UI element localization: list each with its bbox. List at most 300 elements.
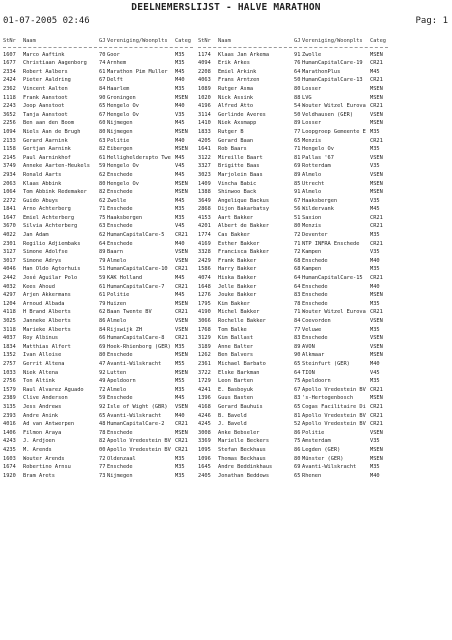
startnumber-cell: 3023 bbox=[198, 171, 211, 178]
table-row bbox=[198, 274, 388, 283]
table-row bbox=[198, 308, 388, 317]
startnumber-cell: 4153 bbox=[198, 214, 211, 221]
category-cell: M40 bbox=[370, 283, 380, 290]
birthyear-cell: 78 bbox=[294, 300, 301, 307]
table-row bbox=[198, 394, 388, 403]
name-cell: Rutger B bbox=[218, 128, 244, 135]
startnumber-cell: 1094 bbox=[3, 128, 16, 135]
name-cell: Filmon Araya bbox=[23, 429, 62, 436]
category-cell: VSEN bbox=[175, 326, 188, 333]
birthyear-cell: 77 bbox=[294, 128, 301, 135]
table-row bbox=[3, 111, 193, 120]
birthyear-cell: 90 bbox=[294, 352, 301, 359]
birthyear-cell: 60 bbox=[99, 120, 106, 127]
name-cell: Regilio Adjiembaks bbox=[23, 240, 81, 247]
category-cell: M45 bbox=[370, 68, 380, 75]
birthyear-cell: 83 bbox=[294, 395, 301, 402]
birthyear-cell: 65 bbox=[294, 137, 301, 144]
birthyear-cell: 62 bbox=[99, 232, 106, 239]
name-cell: Paul Aarninkhof bbox=[23, 154, 71, 161]
table-row bbox=[3, 68, 193, 77]
startnumber-cell: 2757 bbox=[3, 360, 16, 367]
category-cell: M35 bbox=[175, 343, 185, 350]
startnumber-cell: 1410 bbox=[198, 120, 211, 127]
club-cell: Isle of Wight (GBR) bbox=[107, 403, 168, 410]
name-cell: Wouter Arends bbox=[23, 455, 65, 462]
name-cell: Clive Anderson bbox=[23, 395, 68, 402]
startnumber-cell: 4169 bbox=[198, 240, 211, 247]
birthyear-cell: 48 bbox=[99, 421, 106, 428]
name-cell: Marco Aaftink bbox=[23, 51, 65, 58]
club-cell: HumanCapitalCare-2 bbox=[107, 421, 165, 428]
name-cell: Silvia Achterberg bbox=[23, 223, 78, 230]
name-cell: Albert de Bakker bbox=[218, 223, 270, 230]
name-cell: José Aguilar Polo bbox=[23, 275, 78, 282]
name-cell: B. Baveld bbox=[218, 412, 247, 419]
club-cell: Eibergen bbox=[107, 146, 133, 153]
birthyear-cell: 86 bbox=[294, 429, 301, 436]
birthyear-cell: 70 bbox=[99, 51, 106, 58]
table-row bbox=[198, 197, 388, 206]
category-cell: M35 bbox=[370, 128, 380, 135]
birthyear-cell: 79 bbox=[99, 257, 106, 264]
startnumber-cell: 1174 bbox=[198, 51, 211, 58]
startnumber-cell: 2393 bbox=[3, 412, 16, 419]
birthyear-cell: 50 bbox=[294, 77, 301, 84]
birthyear-cell: 59 bbox=[99, 395, 106, 402]
name-cell: Anke Bebseler bbox=[218, 429, 260, 436]
name-cell: Frans Arntzen bbox=[218, 77, 260, 84]
category-cell: M40 bbox=[175, 137, 185, 144]
club-cell: HumanCapitalCare-19 bbox=[302, 60, 363, 67]
table-row bbox=[3, 197, 193, 206]
category-cell: CR21 bbox=[175, 446, 188, 453]
club-cell: Losser bbox=[302, 85, 322, 92]
category-cell: M45 bbox=[175, 395, 185, 402]
header-birthyear: GJ bbox=[294, 38, 301, 44]
table-row bbox=[3, 369, 193, 378]
club-cell: Hengelo Ov bbox=[107, 163, 139, 170]
birthyear-cell: 54 bbox=[294, 103, 301, 110]
category-cell: VSEN bbox=[175, 318, 188, 324]
category-cell: M35 bbox=[370, 326, 380, 333]
category-cell: CR21 bbox=[370, 223, 383, 230]
startnumber-cell: 2133 bbox=[3, 137, 16, 144]
name-cell: Rutger Asma bbox=[218, 85, 254, 92]
club-cell: Politie bbox=[302, 429, 325, 436]
table-row bbox=[198, 171, 388, 180]
table-row bbox=[3, 343, 193, 352]
birthyear-cell: 71 bbox=[294, 309, 301, 316]
name-cell: Gerard Baan bbox=[218, 137, 254, 144]
table-row bbox=[198, 51, 388, 60]
birthyear-cell: 67 bbox=[99, 111, 106, 118]
category-cell: VSEN bbox=[175, 257, 188, 264]
name-cell: Guido Abuys bbox=[23, 197, 59, 204]
startnumber-cell: 1033 bbox=[3, 369, 16, 376]
startnumber-cell: 4037 bbox=[3, 335, 16, 342]
startnumber-cell: 2063 bbox=[3, 180, 16, 187]
startnumber-cell: 4046 bbox=[3, 266, 16, 273]
name-cell: Janneke Alberts bbox=[23, 318, 71, 324]
birthyear-cell: 80 bbox=[99, 352, 106, 359]
birthyear-cell: 67 bbox=[99, 77, 106, 84]
category-cell: MSEN bbox=[370, 120, 383, 127]
startnumber-cell: 1276 bbox=[198, 292, 211, 299]
birthyear-cell: 75 bbox=[99, 214, 106, 221]
table-row bbox=[198, 154, 388, 163]
name-cell: Dijon Bakarbatsy bbox=[218, 206, 270, 213]
startnumber-cell: 3722 bbox=[198, 369, 211, 376]
club-cell: Enschede bbox=[107, 395, 133, 402]
category-cell: M35 bbox=[175, 455, 185, 462]
category-cell: V45 bbox=[370, 369, 380, 376]
club-cell: Arnhem bbox=[107, 60, 127, 67]
header-startnumber: StNr bbox=[3, 38, 16, 44]
birthyear-cell: 83 bbox=[294, 335, 301, 342]
name-cell: Han Oldo Agtorhuis bbox=[23, 266, 81, 273]
birthyear-cell: 92 bbox=[99, 403, 106, 410]
category-cell: MSEN bbox=[175, 94, 188, 101]
startnumber-cell: 4022 bbox=[3, 232, 16, 239]
category-cell: M40 bbox=[175, 77, 185, 84]
name-cell: Andre Anink bbox=[23, 412, 59, 419]
table-row bbox=[198, 403, 388, 412]
header-club: Vereniging/Woonplts bbox=[107, 38, 168, 44]
birthyear-cell: 63 bbox=[99, 223, 106, 230]
startnumber-cell: 1089 bbox=[198, 85, 211, 92]
name-cell: Gerard Bauhuis bbox=[218, 403, 263, 410]
category-cell: MSEN bbox=[370, 446, 383, 453]
startnumber-cell: 4246 bbox=[198, 412, 211, 419]
name-cell: Nick Assink bbox=[218, 94, 254, 101]
header-club: Vereniging/Woonplts bbox=[302, 38, 363, 44]
startnumber-cell: 2868 bbox=[198, 206, 211, 213]
birthyear-cell: 78 bbox=[99, 429, 106, 436]
category-cell: VSEN bbox=[370, 154, 383, 161]
birthyear-cell: 84 bbox=[99, 85, 106, 92]
startnumber-cell: 1603 bbox=[3, 455, 16, 462]
name-cell: Brigitte Baas bbox=[218, 163, 260, 170]
startnumber-cell: 4196 bbox=[198, 103, 211, 110]
table-row bbox=[198, 231, 388, 240]
category-cell: M35 bbox=[175, 60, 185, 67]
category-cell: CR21 bbox=[370, 275, 383, 282]
birthyear-cell: 64 bbox=[294, 68, 301, 75]
table-row bbox=[198, 85, 388, 94]
document-title: DEELNEMERSLIJST - HALVE MARATHON bbox=[131, 2, 321, 13]
startnumber-cell: 2145 bbox=[3, 154, 16, 161]
table-row bbox=[3, 171, 193, 180]
startnumber-cell: 2424 bbox=[3, 77, 16, 84]
club-cell: Lutten bbox=[107, 369, 127, 376]
name-cell: Stefan Beckhaus bbox=[218, 446, 266, 453]
birthyear-cell: 72 bbox=[99, 386, 106, 393]
category-cell: MSEN bbox=[370, 292, 383, 299]
club-cell: Nijmegen bbox=[107, 120, 133, 127]
table-row bbox=[3, 291, 193, 300]
club-cell: LVG bbox=[302, 94, 312, 101]
name-cell: Thomas Beckhaus bbox=[218, 455, 266, 462]
birthyear-cell: 59 bbox=[99, 275, 106, 282]
startnumber-cell: 3114 bbox=[198, 111, 211, 118]
table-row bbox=[3, 386, 193, 395]
startnumber-cell: 1579 bbox=[3, 386, 16, 393]
name-cell: Jouke Bakker bbox=[218, 292, 257, 299]
birthyear-cell: 77 bbox=[294, 326, 301, 333]
name-cell: Ad van Antwerpen bbox=[23, 421, 75, 428]
name-cell: Joop Aanstoot bbox=[23, 103, 65, 110]
club-cell: Hengelo Ov bbox=[107, 111, 139, 118]
startnumber-cell: 4241 bbox=[198, 386, 211, 393]
category-cell: M45 bbox=[175, 68, 185, 75]
category-cell: M40 bbox=[175, 412, 185, 419]
category-cell: V35 bbox=[370, 197, 380, 204]
startnumber-cell: 4118 bbox=[3, 309, 16, 316]
category-cell: CR21 bbox=[370, 240, 383, 247]
club-cell: Hellighelderspto Twe bbox=[107, 154, 171, 161]
table-row bbox=[198, 343, 388, 352]
name-cell: Cas Bakker bbox=[218, 232, 250, 239]
birthyear-cell: 75 bbox=[294, 378, 301, 385]
birthyear-cell: 80 bbox=[99, 180, 106, 187]
club-cell: Rijswijk ZH bbox=[107, 326, 143, 333]
table-row bbox=[198, 334, 388, 343]
startnumber-cell: 1409 bbox=[198, 180, 211, 187]
name-cell: Shinwoo Back bbox=[218, 189, 257, 196]
category-cell: V45 bbox=[175, 163, 185, 170]
table-row bbox=[198, 257, 388, 266]
name-cell: Christiaan Aagenborg bbox=[23, 60, 87, 67]
club-cell: Goor bbox=[107, 51, 120, 58]
startnumber-cell: 2301 bbox=[3, 240, 16, 247]
startnumber-cell: 3652 bbox=[3, 111, 16, 118]
birthyear-cell: 51 bbox=[99, 266, 106, 273]
club-cell: Enschede bbox=[302, 335, 328, 342]
startnumber-cell: 3327 bbox=[198, 163, 211, 170]
startnumber-cell: 1834 bbox=[3, 343, 16, 350]
category-cell: CR21 bbox=[175, 283, 188, 290]
club-cell: AVON bbox=[302, 343, 315, 350]
club-cell: Saxion bbox=[302, 214, 322, 221]
name-cell: Jess Andrews bbox=[23, 403, 62, 410]
table-row bbox=[3, 334, 193, 343]
club-cell: Apollo Vredestein BV bbox=[302, 421, 366, 428]
club-cell: Avanti-Wilskracht bbox=[107, 360, 162, 367]
name-cell: Esther Bakker bbox=[218, 240, 260, 247]
club-cell: NTP INFRA Enschede bbox=[302, 240, 360, 247]
category-cell: VSEN bbox=[370, 335, 383, 342]
birthyear-cell: 75 bbox=[294, 438, 301, 445]
category-cell: M35 bbox=[370, 464, 380, 471]
table-row bbox=[3, 308, 193, 317]
category-cell: MSEN bbox=[175, 189, 188, 196]
birthyear-cell: 63 bbox=[99, 137, 106, 144]
category-cell: MSEN bbox=[175, 128, 188, 135]
name-cell: Erik Arkes bbox=[218, 60, 250, 67]
category-cell: M45 bbox=[175, 120, 185, 127]
startnumber-cell: 2442 bbox=[3, 275, 16, 282]
club-cell: MarathonPlus bbox=[302, 68, 341, 75]
name-cell: Kim Bakker bbox=[218, 300, 250, 307]
birthyear-cell: 62 bbox=[99, 197, 106, 204]
name-cell: Alfred Atto bbox=[218, 103, 254, 110]
category-cell: M55 bbox=[175, 360, 185, 367]
rows-left bbox=[3, 51, 193, 481]
birthyear-cell: 80 bbox=[294, 223, 301, 230]
birthyear-cell: 56 bbox=[294, 206, 301, 213]
category-cell: M45 bbox=[175, 275, 185, 282]
name-cell: Tom Balke bbox=[218, 326, 247, 333]
startnumber-cell: 1352 bbox=[3, 352, 16, 359]
birthyear-cell: 73 bbox=[99, 472, 106, 479]
birthyear-cell: 80 bbox=[294, 455, 301, 462]
birthyear-cell: 59 bbox=[99, 163, 106, 170]
startnumber-cell: 3649 bbox=[198, 197, 211, 204]
name-cell: Ben aan den Boom bbox=[23, 120, 75, 127]
name-cell: Elske Barkman bbox=[218, 369, 260, 376]
category-cell: M45 bbox=[175, 197, 185, 204]
startnumber-cell: 2208 bbox=[198, 68, 211, 75]
table-row bbox=[198, 240, 388, 249]
startnumber-cell: 1406 bbox=[3, 429, 16, 436]
birthyear-cell: 62 bbox=[99, 171, 106, 178]
table-row bbox=[198, 386, 388, 395]
name-cell: J. Ardjoen bbox=[23, 438, 55, 445]
club-cell: Nijmegen bbox=[107, 128, 133, 135]
club-cell: HumanCapitalCare-13 bbox=[302, 77, 363, 84]
participants-column-right bbox=[198, 37, 388, 480]
club-cell: Zwolle bbox=[302, 51, 322, 58]
club-cell: Politie bbox=[107, 292, 130, 299]
table-row bbox=[198, 420, 388, 429]
name-cell: Marielle Beckers bbox=[218, 438, 270, 445]
birthyear-cell: 92 bbox=[99, 369, 106, 376]
name-cell: E. Basboyuk bbox=[218, 386, 254, 393]
birthyear-cell: 74 bbox=[99, 60, 106, 67]
category-cell: V45 bbox=[175, 223, 185, 230]
club-cell: Enschede bbox=[107, 171, 133, 178]
name-cell: Rob Baars bbox=[218, 146, 247, 153]
club-cell: Pallas '67 bbox=[302, 154, 334, 161]
club-cell: Enschede bbox=[107, 429, 133, 436]
startnumber-cell: 1641 bbox=[198, 146, 211, 153]
name-cell: Raul Alvarez Aguado bbox=[23, 386, 84, 393]
birthyear-cell: 71 bbox=[99, 206, 106, 213]
birthyear-cell: 80 bbox=[294, 85, 301, 92]
name-cell: Michael Barbato bbox=[218, 360, 266, 367]
table-row bbox=[198, 180, 388, 189]
table-row bbox=[3, 214, 193, 223]
name-cell: Mireille Baart bbox=[218, 154, 263, 161]
name-cell: Guus Basten bbox=[218, 395, 254, 402]
category-cell: MSEN bbox=[370, 94, 383, 101]
name-cell: Bram Arets bbox=[23, 472, 55, 479]
startnumber-cell: 1118 bbox=[3, 94, 16, 101]
category-cell: M35 bbox=[175, 206, 185, 213]
table-row bbox=[3, 180, 193, 189]
startnumber-cell: 2934 bbox=[3, 171, 16, 178]
name-cell: Emiel Achterberg bbox=[23, 214, 75, 221]
table-row bbox=[3, 231, 193, 240]
table-row bbox=[198, 429, 388, 438]
table-row bbox=[3, 455, 193, 464]
club-cell: KAK Holland bbox=[107, 275, 143, 282]
category-cell: M40 bbox=[175, 103, 185, 110]
startnumber-cell: 1674 bbox=[3, 464, 16, 471]
club-cell: Kampen bbox=[302, 249, 322, 256]
table-row bbox=[3, 76, 193, 85]
startnumber-cell: 1158 bbox=[3, 146, 16, 153]
name-cell: Vincha Babic bbox=[218, 180, 257, 187]
club-cell: 's-Hertogenbosch bbox=[302, 395, 354, 402]
birthyear-cell: 69 bbox=[294, 464, 301, 471]
club-cell: Nijmegen bbox=[107, 472, 133, 479]
birthyear-cell: 86 bbox=[294, 446, 301, 453]
club-cell: Apeldoorn bbox=[302, 378, 331, 385]
table-row bbox=[198, 162, 388, 171]
category-cell: VSEN bbox=[175, 403, 188, 410]
startnumber-cell: 4016 bbox=[3, 421, 16, 428]
club-cell: Politie bbox=[107, 137, 130, 144]
birthyear-cell: 81 bbox=[294, 412, 301, 419]
category-cell: VSEN bbox=[370, 343, 383, 350]
table-row bbox=[198, 59, 388, 68]
birthyear-cell: 71 bbox=[294, 146, 301, 153]
table-row bbox=[3, 326, 193, 335]
startnumber-cell: 1647 bbox=[3, 214, 16, 221]
table-row bbox=[3, 265, 193, 274]
startnumber-cell: 2362 bbox=[3, 85, 16, 92]
startnumber-cell: 2405 bbox=[198, 472, 211, 479]
name-cell: Marieke Alberts bbox=[23, 326, 71, 333]
category-cell: CR21 bbox=[370, 309, 383, 316]
club-cell: Almelo bbox=[107, 257, 127, 264]
category-cell: MSEN bbox=[175, 429, 188, 436]
club-cell: Deventer bbox=[302, 232, 328, 239]
club-cell: Almelo bbox=[107, 386, 127, 393]
category-cell: M35 bbox=[370, 232, 380, 239]
name-cell: Simone Adolfse bbox=[23, 249, 68, 256]
startnumber-cell: 1204 bbox=[3, 300, 16, 307]
birthyear-cell: 47 bbox=[99, 360, 106, 367]
table-row bbox=[3, 248, 193, 257]
category-cell: M40 bbox=[370, 472, 380, 479]
table-row bbox=[3, 377, 193, 386]
name-cell: Robert Aalbers bbox=[23, 68, 68, 75]
club-cell: Menzis bbox=[302, 223, 322, 230]
startnumber-cell: 4190 bbox=[198, 309, 211, 316]
name-cell: Vincent Aalten bbox=[23, 85, 68, 92]
table-row bbox=[3, 102, 193, 111]
birthyear-cell: 88 bbox=[294, 94, 301, 101]
table-row bbox=[198, 137, 388, 146]
name-cell: Robertino Arnsu bbox=[23, 464, 71, 471]
startnumber-cell: 2272 bbox=[3, 197, 16, 204]
startnumber-cell: 4032 bbox=[3, 283, 16, 290]
startnumber-cell: 4235 bbox=[3, 446, 16, 453]
club-cell: Menzis bbox=[302, 137, 322, 144]
column-header-row bbox=[198, 37, 388, 46]
table-row bbox=[3, 446, 193, 455]
table-row bbox=[3, 154, 193, 163]
category-cell: M35 bbox=[370, 266, 380, 273]
birthyear-cell: 65 bbox=[99, 103, 106, 110]
category-cell: M35 bbox=[175, 464, 185, 471]
birthyear-cell: 89 bbox=[294, 120, 301, 127]
table-row bbox=[3, 257, 193, 266]
startnumber-cell: 4243 bbox=[3, 438, 16, 445]
